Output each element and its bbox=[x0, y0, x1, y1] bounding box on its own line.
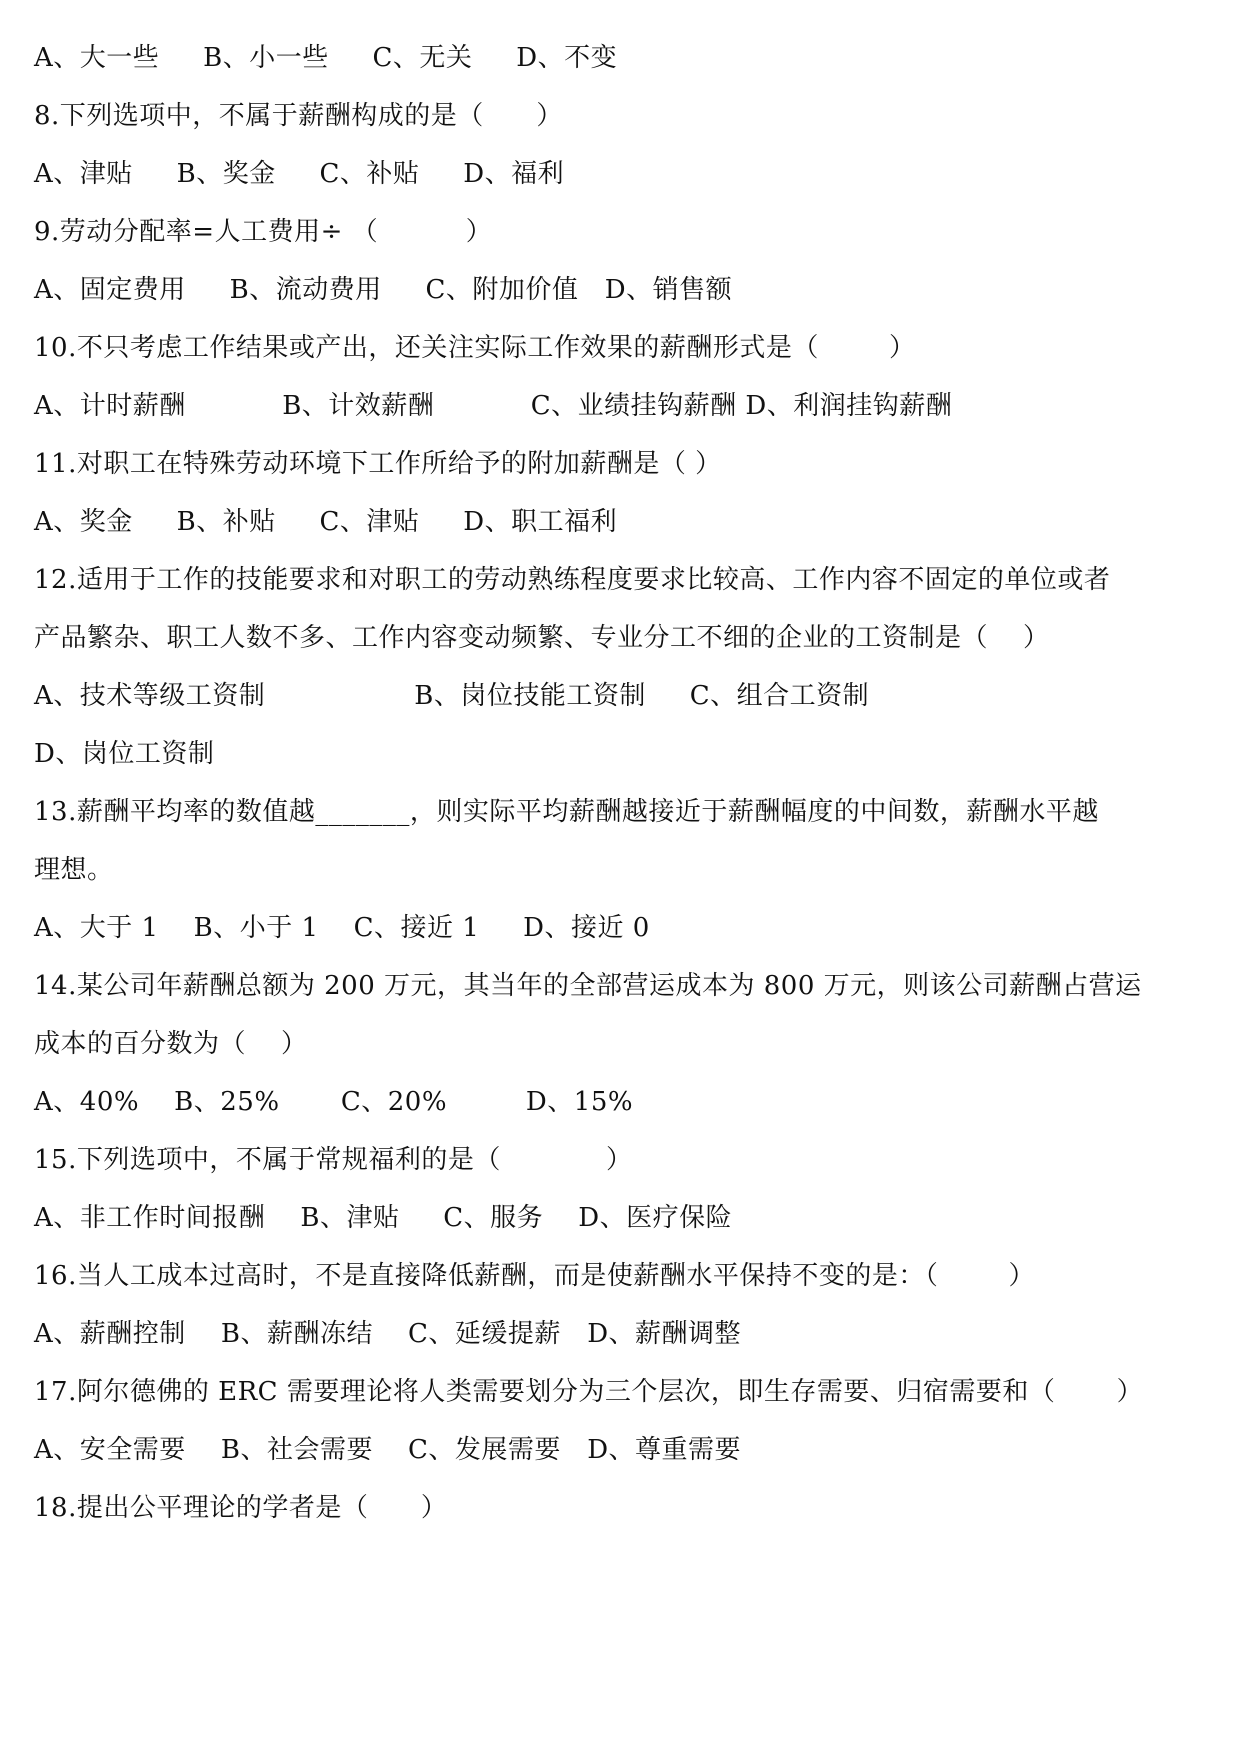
options-q9: A、固定费用 B、流动费用 C、附加价值 D、销售额 bbox=[34, 275, 733, 305]
options-q17: A、安全需要 B、社会需要 C、发展需要 D、尊重需要 bbox=[34, 1435, 742, 1465]
question-15: 15.下列选项中，不属于常规福利的是（ ） bbox=[34, 1145, 633, 1175]
question-9: 9.劳动分配率=人工费用÷ （ ） bbox=[34, 217, 493, 247]
question-17: 17.阿尔德佛的 ERC 需要理论将人类需要划分为三个层次，即生存需要、归宿需要和（ ） bbox=[34, 1377, 1144, 1407]
options-q14: A、40% B、25% C、20% D、15% bbox=[34, 1087, 634, 1117]
question-11: 11.对职工在特殊劳动环境下工作所给予的附加薪酬是（ ） bbox=[34, 449, 722, 479]
options-q7: A、大一些 B、小一些 C、无关 D、不变 bbox=[34, 43, 618, 73]
options-q12-l1: A、技术等级工资制 B、岗位技能工资制 C、组合工资制 bbox=[34, 681, 870, 711]
question-14-l2: 成本的百分数为（ ） bbox=[34, 1029, 308, 1059]
question-10: 10.不只考虑工作结果或产出，还关注实际工作效果的薪酬形式是（ ） bbox=[34, 333, 916, 363]
options-q11: A、奖金 B、补贴 C、津贴 D、职工福利 bbox=[34, 507, 618, 537]
question-18: 18.提出公平理论的学者是（ ） bbox=[34, 1493, 448, 1523]
question-16: 16.当人工成本过高时，不是直接降低薪酬，而是使薪酬水平保持不变的是：（ ） bbox=[34, 1261, 1035, 1291]
question-8: 8.下列选项中，不属于薪酬构成的是（ ） bbox=[34, 101, 563, 131]
options-q13: A、大于 1 B、小于 1 C、接近 1 D、接近 0 bbox=[34, 913, 650, 943]
question-12-l2: 产品繁杂、职工人数不多、工作内容变动频繁、专业分工不细的企业的工资制是（ ） bbox=[34, 623, 1050, 653]
options-q16: A、薪酬控制 B、薪酬冻结 C、延缓提薪 D、薪酬调整 bbox=[34, 1319, 742, 1349]
options-q8: A、津贴 B、奖金 C、补贴 D、福利 bbox=[34, 159, 565, 189]
options-q15: A、非工作时间报酬 B、津贴 C、服务 D、医疗保险 bbox=[34, 1203, 733, 1233]
question-13-l2: 理想。 bbox=[34, 855, 114, 885]
options-q10: A、计时薪酬 B、计效薪酬 C、业绩挂钩薪酬 D、利润挂钩薪酬 bbox=[34, 391, 953, 421]
question-13-l1: 13.薪酬平均率的数值越_______，则实际平均薪酬越接近于薪酬幅度的中间数，薪酬水平越 bbox=[34, 797, 1099, 827]
question-14-l1: 14.某公司年薪酬总额为 200 万元，其当年的全部营运成本为 800 万元，则该公司薪酬占营运 bbox=[34, 971, 1142, 1001]
options-q12-l2: D、岗位工资制 bbox=[34, 739, 215, 769]
question-12-l1: 12.适用于工作的技能要求和对职工的劳动熟练程度要求比较高、工作内容不固定的单位或者 bbox=[34, 565, 1111, 595]
